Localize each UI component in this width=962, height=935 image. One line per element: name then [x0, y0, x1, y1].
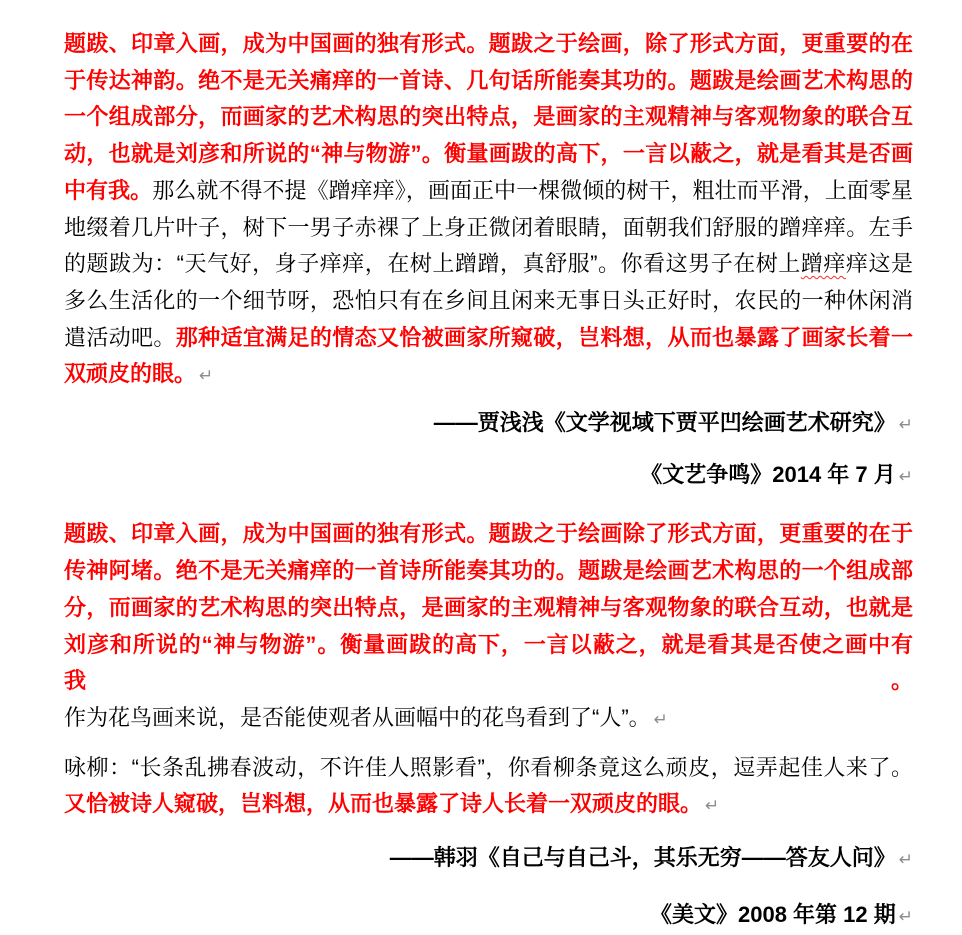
text-segment: 又恰被诗人窥破，岂料想，从而也暴露了诗人长着一双顽皮的眼。 — [64, 791, 703, 817]
citation-2 — [64, 457, 913, 496]
text-segment: 遣活动吧。 — [64, 324, 176, 350]
text-line — [64, 750, 913, 787]
text-line — [64, 553, 913, 590]
text-line — [64, 457, 913, 496]
text-segment: ——韩羽《自己与自己斗，其乐无穷——答友人问》 — [389, 845, 896, 871]
text-line — [64, 210, 913, 247]
text-line — [64, 786, 913, 825]
text-line — [64, 283, 913, 320]
text-segment: 《文艺争鸣》2014 年 7 月 — [640, 461, 896, 487]
text-segment: 作为花鸟画来说，是否能使观者从画幅中的花鸟看到了“人”。 — [64, 704, 651, 730]
text-line — [64, 627, 913, 700]
text-segment: 那么就不得不提《蹭痒痒》，画面正中一棵微倾的树干，粗壮而平滑，上面零星 — [152, 177, 913, 203]
paragraph-mark-icon: ↵ — [199, 366, 214, 387]
paragraph-mark-icon: ↵ — [653, 709, 668, 730]
text-segment: 一个组成部分，而画家的艺术构思的突出特点，是画家的主观精神与客观物象的联合互 — [64, 104, 913, 130]
text-line — [64, 99, 913, 136]
text-segment: 题跋、印章入画，成为中国画的独有形式。题跋之于绘画，除了形式方面，更重要的在 — [64, 31, 913, 56]
passage-2 — [64, 516, 913, 738]
text-line — [64, 405, 913, 444]
text-line — [64, 246, 913, 283]
paragraph-mark-icon: ↵ — [898, 906, 913, 927]
text-line — [64, 26, 913, 63]
text-segment: 题跋、印章入画，成为中国画的独有形式。题跋之于绘画除了形式方面，更重要的在于 — [64, 521, 913, 547]
text-segment: 于传达神韵。绝不是无关痛痒的一首诗、几句话所能奏其功的。题跋是绘画艺术构思的 — [64, 67, 913, 93]
text-segment: 分，而画家的艺术构思的突出特点，是画家的主观精神与客观物象的联合互动，也就是 — [64, 594, 913, 620]
citation-3 — [64, 840, 913, 879]
text-segment: 《美文》2008 年第 12 期 — [650, 901, 896, 927]
paragraph-mark-icon: ↵ — [705, 796, 720, 817]
citation-1 — [64, 405, 913, 444]
text-segment: ——贾浅浅《文学视域下贾平凹绘画艺术研究》 — [433, 410, 896, 436]
paragraph-mark-icon: ↵ — [898, 850, 913, 871]
text-segment: 痒这是 — [845, 251, 913, 277]
text-segment: 中有我。 — [64, 177, 153, 203]
document-content — [64, 26, 913, 935]
text-segment: 咏柳：“长条乱拂春波动，不许佳人照影看”，你看柳条竟这么顽皮，逗弄起佳人来了。 — [64, 754, 913, 780]
text-line — [64, 897, 913, 935]
text-line — [64, 700, 913, 739]
text-line — [64, 840, 913, 879]
text-segment: 地缀着几片叶子，树下一男子赤裸了上身正微闭着眼睛，面朝我们舒服的蹭痒痒。左手 — [64, 214, 913, 240]
spellcheck-squiggle-text: 蹭痒 — [800, 251, 846, 277]
text-line — [64, 136, 913, 173]
text-segment: 那种适宜满足的情态又恰被画家所窥破，岂料想，从而也暴露了画家长着一 — [175, 324, 913, 350]
citation-4 — [64, 897, 913, 935]
passage-3 — [64, 750, 913, 825]
text-segment: 传神阿堵。绝不是无关痛痒的一首诗所能奏其功的。题跋是绘画艺术构思的一个组成部 — [64, 558, 913, 584]
text-segment: 多么生活化的一个细节呀，恐怕只有在乡间且闲来无事日头正好时，农民的一种休闲消 — [64, 287, 913, 313]
text-segment: 的题跋为：“天气好，身子痒痒，在树上蹭蹭，真舒服”。你看这男子在树上 — [64, 251, 801, 277]
text-line — [64, 173, 913, 210]
paragraph-mark-icon: ↵ — [898, 415, 913, 436]
passage-1 — [64, 26, 913, 395]
text-line — [64, 516, 913, 553]
text-segment: 双顽皮的眼。 — [64, 361, 197, 387]
paragraph-mark-icon: ↵ — [898, 466, 913, 487]
text-segment: 刘彦和所说的“神与物游”。衡量画跋的高下，一言以蔽之，就是看其是否使之画中有我。 — [64, 631, 913, 694]
text-line — [64, 356, 913, 395]
text-line — [64, 63, 913, 100]
text-line — [64, 320, 913, 357]
text-segment: 动，也就是刘彦和所说的“神与物游”。衡量画跋的高下，一言以蔽之，就是看其是否画 — [64, 141, 913, 167]
text-line — [64, 590, 913, 627]
